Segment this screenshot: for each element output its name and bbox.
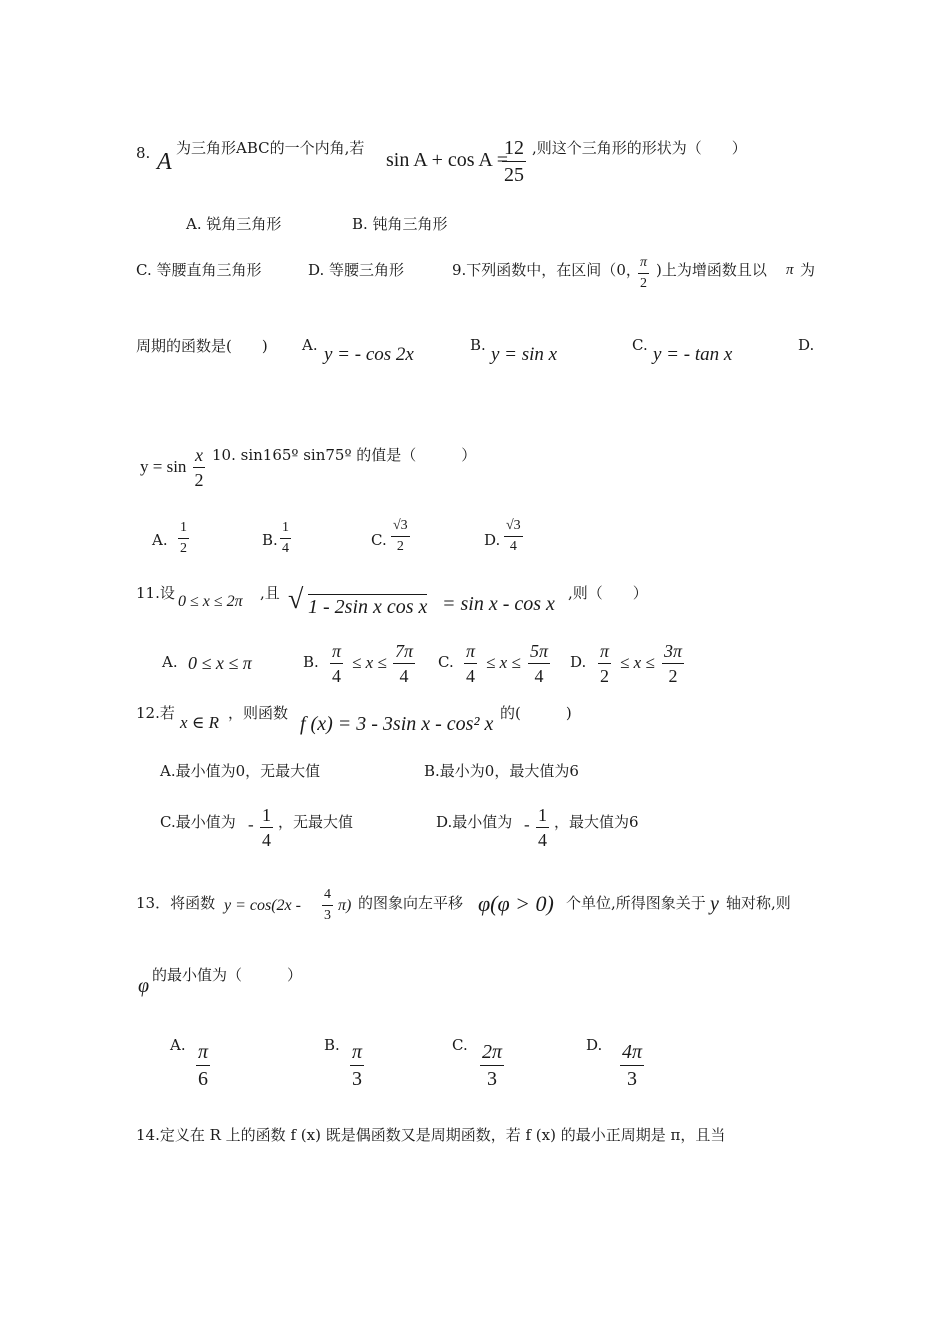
q9-frac-num: π [638,256,649,274]
q10-option-c [391,519,410,554]
q13-option-c-den: 3 [487,1068,498,1090]
q13-y-variable: y [710,893,719,915]
q8-text-2: ,则这个三角形的形状为（ ） [532,139,747,157]
q9-fraction [638,256,649,291]
q9-option-a: y = - cos 2x [324,344,414,365]
q13-option-b-label: B. [324,1036,340,1054]
q12-option-c-suffix: ，无最大值 [278,813,354,831]
q11-option-b-rnum: 7π [393,642,415,664]
q8-option-d: D. 等腰三角形 [308,261,405,279]
q11-option-d-lnum: π [598,642,611,664]
q13-option-c-num: 2π [480,1042,504,1066]
q12-condition: x ∈ R [180,713,220,732]
q13-option-d-den: 3 [627,1068,638,1090]
q11-option-c-mid: ≤ x ≤ [486,653,521,672]
q10-option-d-label: D. [484,531,501,549]
q10-option-b [280,521,291,556]
q13-option-a [196,1042,210,1089]
q13-option-a-num: π [196,1042,210,1066]
q12-function: f (x) = 3 - 3sin x - cos² x [300,713,494,735]
q13-option-d [620,1042,644,1089]
q12-option-c-num: 1 [260,806,273,828]
q13-number: 13．将函数 [136,894,216,912]
q13-option-b [350,1042,364,1089]
q9-option-b-label: B. [470,336,486,354]
q11-option-c-lnum: π [464,642,477,664]
q10-option-c-den: 2 [396,539,404,554]
q11-option-d-right [662,642,684,685]
q12-option-d-suffix: ，最大值为6 [554,813,639,831]
q13-option-b-den: 3 [352,1068,363,1090]
q8-option-a: A. 锐角三角形 [186,215,282,233]
q11-option-d-mid: ≤ x ≤ [620,653,655,672]
q9-text-3: 为 [800,261,816,279]
q10-option-b-label: B. [262,531,278,549]
q13-option-c [480,1042,504,1089]
q9-option-d-num: x [193,446,205,468]
q11-option-b-lden: 4 [332,666,342,686]
q12-option-d-fraction [536,806,549,849]
q10-option-a-num: 1 [178,521,189,539]
q9-option-d: y = sin [140,457,187,476]
q13-option-a-label: A. [170,1036,186,1054]
q11-option-c-rnum: 5π [528,642,550,664]
q10-text: 10. sin165º sin75º 的值是（ ） [212,446,477,464]
q11-option-d-label: D. [570,653,587,671]
q12-text-1: ，则函数 [228,704,289,722]
q12-number: 12.若 [136,704,175,722]
q11-option-c-rden: 4 [534,666,544,686]
q9-line-2: 周期的函数是( ) [136,337,268,355]
q13-frac-den: 3 [324,908,331,923]
q13-line-2: 的最小值为（ ） [152,966,303,984]
q12-text-2: 的( ) [500,704,572,722]
q12-option-d-sign: - [524,815,530,834]
q12-option-c-prefix: C.最小值为 [160,813,236,831]
q9-option-d-den: 2 [194,470,204,490]
q8-frac-den: 25 [504,164,524,186]
q11-option-d-lden: 2 [600,666,610,686]
q14-text: 14.定义在 R 上的函数 f (x) 既是偶函数又是周期函数，若 f (x) 的最小正周期是 π，且当 [136,1126,726,1144]
q12-option-d-num: 1 [536,806,549,828]
q9-pi: π [786,262,794,278]
q13-phi: φ [138,975,150,997]
q13-function-post: π) [338,897,352,914]
q10-option-d-num: √3 [504,519,523,537]
q9-text-1: 9.下列函数中，在区间（0， [452,261,641,279]
q9-frac-den: 2 [640,276,647,291]
q10-option-a-label: A. [152,531,168,549]
q8-expression: sin A + cos A = [386,149,509,171]
q11-number: 11.设 [136,584,175,602]
q13-frac-num: 4 [322,888,333,906]
q13-option-c-label: C. [452,1036,468,1054]
q9-option-d-fraction [193,446,205,489]
q11-rhs: = sin x - cos x [442,593,555,615]
q10-option-b-num: 1 [280,521,291,539]
q8-text-1: 为三角形ABC的一个内角,若 [176,139,365,157]
q13-option-d-label: D. [586,1036,603,1054]
q11-option-a: 0 ≤ x ≤ π [188,653,252,673]
q10-option-b-den: 4 [282,541,289,556]
q8-variable: A [157,149,172,175]
q9-option-a-label: A. [302,336,318,354]
q8-option-b: B. 钝角三角形 [352,215,448,233]
q8-number: 8. [136,144,151,162]
q13-text-3: 轴对称,则 [726,894,791,912]
q11-option-b-rden: 4 [399,666,409,686]
q12-option-d-prefix: D.最小值为 [436,813,513,831]
q11-text-2: ,则（ ） [568,584,648,602]
q12-option-c-sign: - [248,815,254,834]
q8-frac-num: 12 [502,138,526,162]
q11-option-b-label: B. [303,653,319,671]
q9-option-c-label: C. [632,336,648,354]
q12-option-c-den: 4 [262,830,271,850]
q8-fraction [502,138,526,185]
q12-option-d-den: 4 [538,830,547,850]
q11-option-c-label: C. [438,653,454,671]
q11-option-a-label: A. [162,653,178,671]
q8-option-c: C. 等腰直角三角形 [136,261,262,279]
q11-option-b-lnum: π [330,642,343,664]
q10-option-a [178,521,189,556]
q13-option-b-num: π [350,1042,364,1066]
q12-option-c-fraction [260,806,273,849]
q11-option-b-left [330,642,343,685]
q10-option-a-den: 2 [180,541,187,556]
q10-option-c-label: C. [371,531,387,549]
q13-option-d-num: 4π [620,1042,644,1066]
q13-function-pre: y = cos(2x - [224,897,301,914]
q11-option-c-lden: 4 [466,666,476,686]
q11-condition: 0 ≤ x ≤ 2π [178,593,243,610]
q10-option-d [504,519,523,554]
q10-option-d-den: 4 [509,539,517,554]
q13-option-a-den: 6 [198,1068,209,1090]
q11-option-b-mid: ≤ x ≤ [352,653,387,672]
q11-option-d-rden: 2 [668,666,678,686]
q11-option-b-right [393,642,415,685]
q11-text-1: ,且 [260,584,280,602]
q11-option-d-rnum: 3π [662,642,684,664]
q9-option-c: y = - tan x [653,344,733,365]
q13-phi-expression: φ(φ > 0) [478,891,554,916]
q11-option-d-left [598,642,611,685]
q11-option-c-left [464,642,477,685]
q9-text-2: )上为增函数且以 [656,261,767,279]
q10-option-c-num: √3 [391,519,410,537]
sqrt-sign-icon: √ [288,584,304,615]
q12-option-a: A.最小值为0，无最大值 [160,762,321,780]
q9-option-d-label: D. [798,336,815,354]
q13-text-2: 个单位,所得图象关于 [566,894,706,912]
q13-text-1: 的图象向左平移 [358,894,464,912]
q11-option-c-right [528,642,550,685]
q9-option-b: y = sin x [491,344,558,365]
q12-option-b: B.最小为0，最大值为6 [424,762,579,780]
q13-fraction [322,888,333,923]
q11-radicand: 1 - 2sin x cos x [308,596,428,618]
